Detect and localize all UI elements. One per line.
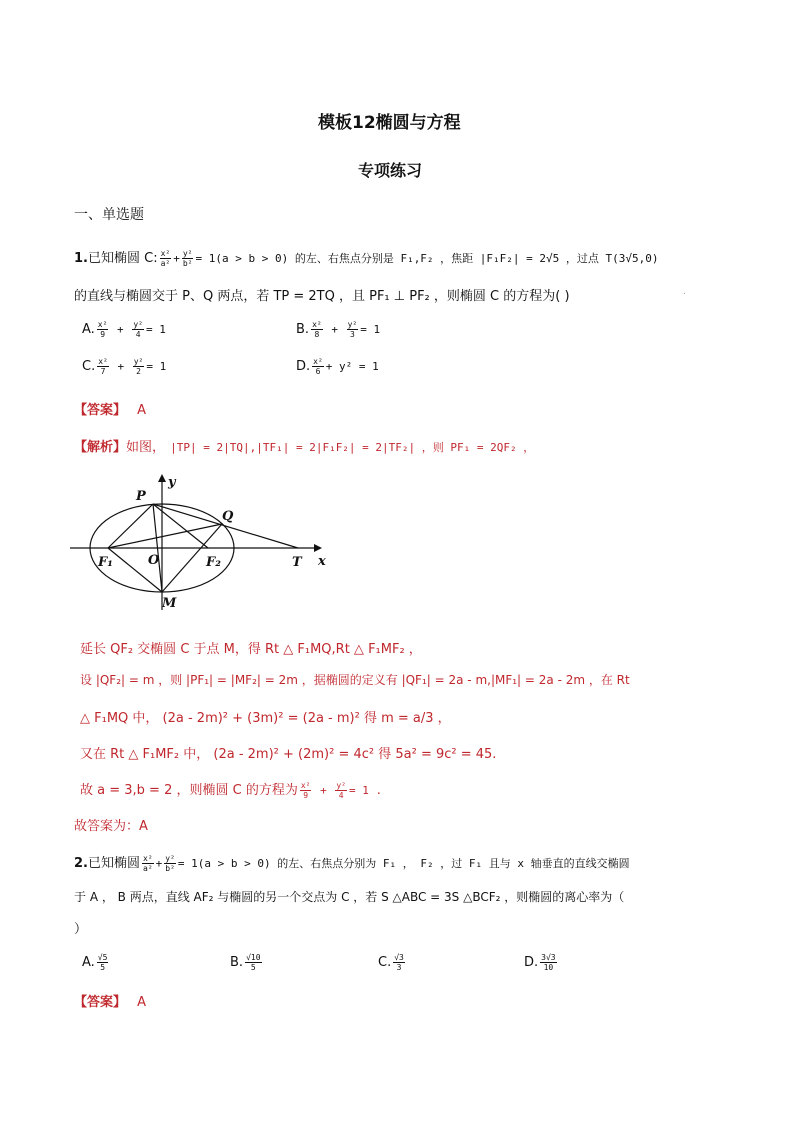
question-number: 1. [74, 251, 88, 266]
analysis-line: 【解析】如图， |TP| = 2|TQ|,|TF₁| = 2|F₁F₂| = 2|TF₂| ，则 PF₁ = 2QF₂ ， [74, 440, 535, 455]
label-x: x [318, 554, 326, 569]
question-1-line-2: 的直线与椭圆交于 P、Q 两点，若 TP = 2TQ ，且 PF₁ ⊥ PF₂ ，则椭圆 C 的方程为( ) [74, 289, 570, 304]
segment-f1q [108, 524, 222, 548]
fraction: $\frac{\text{x²}}{\text{a²}}$ [160, 249, 171, 268]
q2-option-d: D. $\frac{3√3}{10}$ [524, 953, 556, 972]
solution-line-5: 故 a = 3,b = 2 ，则椭圆 C 的方程为 $\frac{\text{x²}}{9}$ + $\frac{\text{y²}}{4}$ = 1 . [80, 781, 383, 800]
q2-option-b: B. $\frac{√10}{5}$ [230, 953, 261, 972]
ellipse-figure [70, 470, 340, 615]
label-f1: F₁ [98, 555, 113, 570]
question-2-line-2: 于 A ， B 两点，直线 AF₂ 与椭圆的另一个交点为 C ，若 S △ABC = 3S △BCF₂ ，则椭圆的离心率为（ [74, 890, 625, 904]
label-q: Q [222, 509, 234, 524]
question-text: = 1(a > b > 0) 的左、右焦点分别是 F₁,F₂ ，焦距 |F₁F₂| = 2√5 ，过点 T(3√5,0) [195, 252, 659, 265]
q2-option-a: A. $\frac{√5}{5}$ [82, 953, 108, 972]
solution-line-4: 又在 Rt △ F₁MF₂ 中， (2a - 2m)² + (2m)² = 4c² 得 5a² = 9c² = 45. [80, 747, 497, 762]
solution-line-1: 延长 QF₂ 交椭圆 C 于点 M，得 Rt △ F₁MQ,Rt △ F₁MF₂ ， [80, 642, 422, 657]
q2-option-c: C. $\frac{√3}{3}$ [378, 953, 404, 972]
page-subtitle: 专项练习 [358, 161, 423, 180]
segment-pf1 [108, 504, 153, 548]
label-p: P [136, 489, 146, 504]
solution-line-2: 设 |QF₂| = m ，则 |PF₁| = |MF₂| = 2m ，据椭圆的定义有 |QF₁| = 2a - m,|MF₁| = 2a - 2m ，在 Rt [80, 673, 630, 687]
question-number: 2. [74, 856, 88, 871]
question-text: 已知椭圆 C: [87, 251, 158, 266]
label-t: T [292, 555, 302, 570]
option-b: B. $\frac{\text{x²}}{8}$ + $\frac{\text{y²}}{3}$ = 1 [296, 320, 381, 339]
section-heading: 一、单选题 [74, 207, 144, 223]
option-c: C. $\frac{\text{x²}}{7}$ + $\frac{\text{y²}}{2}$ = 1 [82, 357, 167, 376]
question-2-line-3: ） [74, 922, 88, 937]
solution-line-3: △ F₁MQ 中， (2a - 2m)² + (3m)² = (2a - m)² 得 m = a/3 ， [80, 711, 451, 726]
question-1-line-1: 1.已知椭圆 C: $\frac{\text{x²}}{\text{a²}}$ + $\frac{\text{y²}}{\text{b²}}$ = 1(a > b > 0) 的左、右焦点分别是 F₁,F₂ ，焦距 |F₁F₂| = 2√5 ，过点 T(3√5,0) [74, 249, 659, 268]
label-y: y [168, 475, 176, 490]
fraction: $\frac{\text{y²}}{\text{b²}}$ [182, 249, 193, 268]
option-d: D. $\frac{\text{x²}}{6}$ + y² = 1 [296, 357, 379, 376]
question-2-line-1: 2.已知椭圆 $\frac{\text{x²}}{\text{a²}}$ + $\frac{\text{y²}}{\text{b²}}$ = 1(a > b > 0) 的左、右焦点分别为 F₁ ， F₂ ，过 F₁ 且与 x 轴垂直的直线交椭圆 [74, 854, 630, 873]
answer-line: 【答案】 A [74, 403, 147, 418]
label-f2: F₂ [206, 555, 221, 570]
page-title: 模板12椭圆与方程 [318, 113, 461, 133]
q2-answer-line: 【答案】 A [74, 995, 147, 1010]
final-answer: 故答案为：A [74, 819, 148, 834]
option-a: A. $\frac{\text{x²}}{9}$ + $\frac{\text{y²}}{4}$ = 1 [82, 320, 166, 339]
label-m: M [162, 596, 177, 611]
label-o: O [148, 553, 160, 568]
